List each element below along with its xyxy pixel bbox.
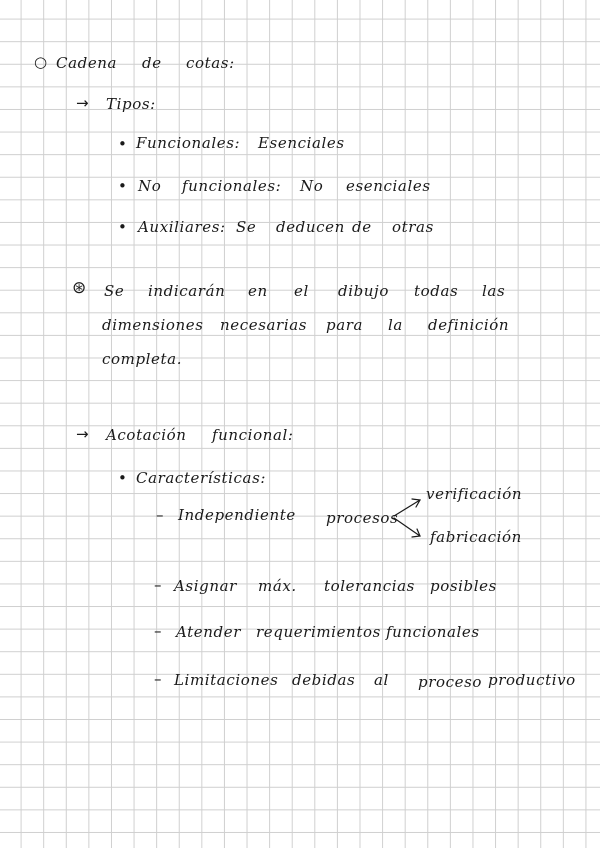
item-word: Asignar — [174, 577, 237, 595]
dash-icon: – — [156, 506, 164, 524]
note-word: indicarán — [148, 282, 226, 300]
bullet-icon: • — [118, 469, 127, 487]
note-word: en — [248, 282, 268, 300]
list-word: Esenciales — [258, 134, 345, 152]
caracteristicas-label: Características: — [136, 469, 267, 487]
procesos-label: procesos — [326, 509, 399, 527]
dash-icon: – — [154, 670, 162, 688]
item-word: tolerancias — [324, 577, 415, 595]
note-word: dimensiones — [102, 316, 204, 334]
branch-arrow-down — [394, 518, 420, 536]
bullet-icon: • — [118, 177, 127, 195]
note-word: Se — [104, 282, 125, 300]
list-word: de — [352, 218, 372, 236]
note-word: todas — [414, 282, 459, 300]
asterisk-circle-icon: ⊛ — [72, 278, 87, 298]
list-word: No — [300, 177, 324, 195]
note-word: el — [294, 282, 309, 300]
arrow-right-icon: → — [76, 94, 89, 112]
note-word: las — [482, 282, 506, 300]
list-word: Se — [236, 218, 257, 236]
item-word: requerimientos — [256, 623, 381, 641]
bullet-icon: • — [118, 218, 127, 236]
note-word: completa. — [102, 350, 183, 368]
list-word: Auxiliares: — [138, 218, 226, 236]
section-word: funcional: — [212, 426, 294, 444]
item-word: Atender — [176, 623, 241, 641]
list-word: funcionales: — [182, 177, 282, 195]
list-word: esenciales — [346, 177, 431, 195]
note-word: para — [326, 316, 364, 334]
fabricacion-label: fabricación — [430, 528, 522, 546]
branch-arrow-up — [394, 500, 420, 516]
item-word: al — [374, 671, 389, 689]
dash-icon: – — [154, 576, 162, 594]
independiente-label: Independiente — [178, 506, 296, 524]
bullet-icon: • — [118, 135, 127, 153]
section-word: Acotación — [106, 426, 187, 444]
list-word: No — [138, 177, 162, 195]
item-word: posibles — [430, 577, 497, 595]
item-word: proceso — [418, 673, 483, 691]
note-word: definición — [428, 316, 510, 334]
list-word: otras — [392, 218, 434, 236]
dash-icon: – — [154, 622, 162, 640]
heading-word: cotas: — [186, 54, 235, 72]
verificacion-label: verificación — [426, 485, 523, 503]
note-word: la — [388, 316, 403, 334]
tipos-label: Tipos: — [106, 95, 156, 113]
item-word: Limitaciones — [174, 671, 279, 689]
list-word: Funcionales: — [136, 134, 241, 152]
item-word: máx. — [258, 577, 297, 595]
item-word: funcionales — [386, 623, 480, 641]
heading-word: de — [142, 54, 162, 72]
circle-bullet-icon: ○ — [34, 53, 48, 71]
item-word: productivo — [488, 671, 576, 689]
list-word: deducen — [276, 218, 345, 236]
arrow-right-icon: → — [76, 425, 89, 443]
note-word: dibujo — [338, 282, 389, 300]
heading-word: Cadena — [56, 54, 118, 72]
note-word: necesarias — [220, 316, 308, 334]
item-word: debidas — [292, 671, 356, 689]
